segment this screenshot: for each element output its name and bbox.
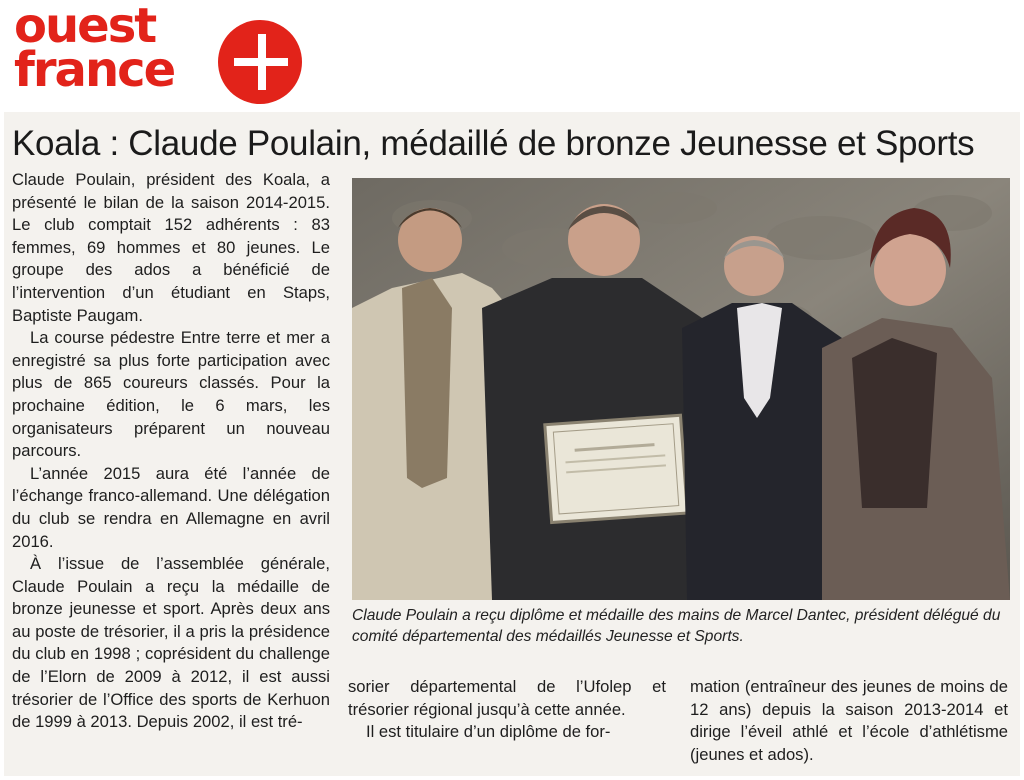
col3-paragraph-1: mation (entraîneur des jeunes de moins de 12 ans) depuis la saison 2013-2014 et dirige l’éveil athlé et l’école d’athlétisme (jeunes et ados). <box>690 677 1008 764</box>
masthead-logo <box>14 0 314 98</box>
article-column-2 <box>348 676 666 744</box>
article-column-1 <box>12 169 330 734</box>
masthead-line-1: ouest <box>14 0 156 54</box>
col2-paragraph-2: Il est titulaire d’un diplôme de for- <box>366 722 611 742</box>
masthead-wordmark <box>14 0 175 98</box>
col1-paragraph-3: L’année 2015 aura été l’année de l’échange franco-allemand. Une délégation du club se rendra en Allemagne en avril 2016. <box>12 463 330 551</box>
col2-paragraph-1: sorier départemental de l’Ufolep et trésorier régional jusqu’à cette année. <box>348 677 666 719</box>
masthead-line-2: france <box>14 42 175 98</box>
article-photo <box>352 178 1010 600</box>
group-photo-image <box>352 178 1010 600</box>
article-headline: Koala : Claude Poulain, médaillé de bronze Jeunesse et Sports <box>12 124 975 163</box>
ouest-france-circle-icon <box>218 20 302 104</box>
photo-caption: Claude Poulain a reçu diplôme et médaille des mains de Marcel Dantec, président délégué du comité départemental des médaillés Jeunesse et Sports. <box>352 607 1001 645</box>
col1-paragraph-1: Claude Poulain, président des Koala, a présenté le bilan de la saison 2014-2015. Le club comptait 152 adhérents : 83 femmes, 69 hommes et 80 jeunes. Le groupe des ados a bénéficié de l’intervention d’un étudiant en Staps, Baptiste Paugam. <box>12 170 330 325</box>
col1-paragraph-4: À l’issue de l’assemblée générale, Claude Poulain a reçu la médaille de bronze jeunesse et sport. Après deux ans au poste de trésorier, il a pris la présidence du club en 1998 ; coprésident du challenge de l’Elorn de 2009 à 2012, il est aussi trésorier de l’Office des sports de Kerhuon de 1999 à 2013. Depuis 2002, il est tré- <box>12 554 330 732</box>
col1-paragraph-2: La course pédestre Entre terre et mer a enregistré sa plus forte participation avec plus de 865 coureurs classés. Pour la prochaine édition, le 6 mars, les organisateurs préparent un nouveau parcours. <box>12 328 330 461</box>
article-column-3 <box>690 676 1008 766</box>
